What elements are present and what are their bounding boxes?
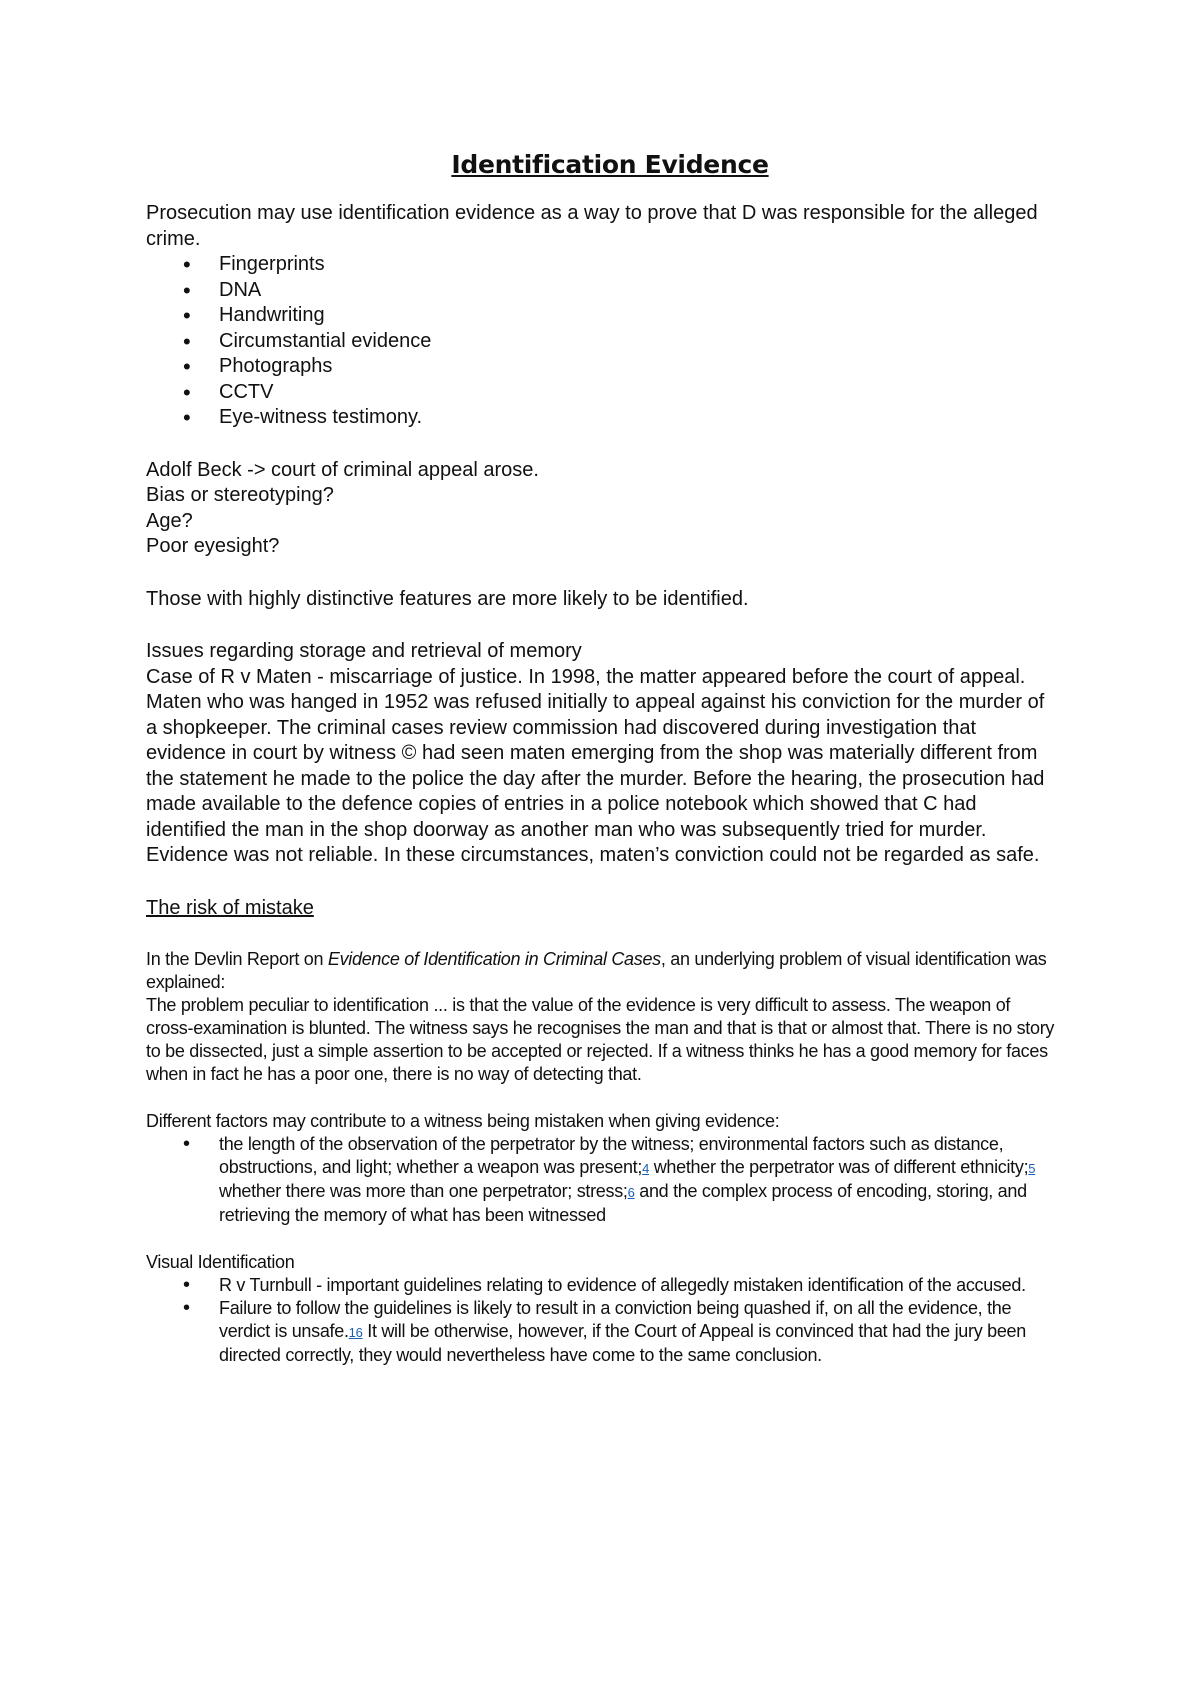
distinctive-features-paragraph: Those with highly distinctive features are more likely to be identified. (146, 587, 749, 610)
visual-identification-list (146, 1274, 1060, 1367)
question-line: Bias or stereotyping? (146, 484, 334, 506)
list-item: • the length of the observation of the perpetrator by the witness; environmental factors such as distance, obstructions, and light; whether a weapon was present;4 whether the perpetrator was of different ethnicity;5 whether there was more than one perpetrator; stress;6 and the complex process of encoding, storing, and retrieving the memory of what has been witnessed (219, 1133, 1060, 1227)
factors-intro: Different factors may contribute to a witness being mistaken when giving evidence: (146, 1111, 780, 1131)
devlin-text-post: , an underlying problem of visual identification was explained: (146, 949, 1047, 992)
devlin-text-pre: In the Devlin Report on (146, 949, 328, 969)
factors-list (146, 1133, 1060, 1227)
maten-case-paragraph: Case of R v Maten - miscarriage of justice. In 1998, the matter appeared before the court of appeal. Maten who was hanged in 1952 was refused initially to appeal against his conviction for the murder of a shopkeeper. The criminal cases review commission had discovered during investigation that evidence in court by witness © had seen maten emerging from the shop was materially different from the statement he made to the police the day after the murder. Before the hearing, the prosecution had made available to the defence copies of entries in a police notebook which showed that C had identified the man in the shop doorway as another man who was subsequently tried for murder. Evidence was not reliable. In these circumstances, maten’s conviction could not be regarded as safe. (146, 665, 1045, 866)
devlin-quote: The problem peculiar to identification ... is that the value of the evidence is very difficult to assess. The weapon of cross-examination is blunted. The witness says he recognises the man and that is that or almost that. There is no story to be dissected, just a simple assertion to be accepted or rejected. If a witness thinks he has a good memory for faces when in fact he has a poor one, there is no way of detecting that. (146, 995, 1055, 1084)
list-item: • Eye-witness testimony. (219, 405, 1060, 431)
intro-paragraph: Prosecution may use identification evidence as a way to prove that D was responsible for the alleged crime. (146, 202, 1038, 250)
evidence-types-list (146, 252, 1060, 431)
risk-heading: The risk of mistake (146, 896, 314, 919)
footnote-link[interactable]: 4 (642, 1161, 649, 1176)
visual-identification-heading: Visual Identification (146, 1252, 295, 1272)
list-item: • Fingerprints (219, 252, 1060, 278)
question-line: Age? (146, 509, 193, 532)
list-item: • Failure to follow the guidelines is likely to result in a conviction being quashed if, on all the evidence, the verdict is unsafe.16 It will be otherwise, however, if the Court of Appeal is convinced that had the jury been directed correctly, they would nevertheless have come to the same conclusion. (219, 1297, 1060, 1367)
list-item: • DNA (219, 278, 1060, 304)
list-item: • CCTV (219, 380, 1060, 406)
footnote-link[interactable]: 5 (1028, 1161, 1036, 1176)
devlin-report-title: Evidence of Identification in Criminal Cases (327, 949, 661, 969)
question-line: Poor eyesight? (146, 535, 280, 557)
list-item: • Photographs (219, 354, 1060, 380)
page-title: Identification Evidence (451, 150, 769, 179)
footnote-link[interactable]: 16 (348, 1325, 363, 1340)
list-item: • R v Turnbull - important guidelines relating to evidence of allegedly mistaken identification of the accused. (219, 1274, 1060, 1297)
question-line: Adolf Beck -> court of criminal appeal arose. (146, 458, 539, 481)
list-item: • Handwriting (219, 303, 1060, 329)
memory-heading: Issues regarding storage and retrieval of memory (146, 640, 582, 662)
devlin-paragraph (146, 948, 1060, 994)
list-item: • Circumstantial evidence (219, 329, 1060, 355)
footnote-link[interactable]: 6 (627, 1185, 635, 1200)
